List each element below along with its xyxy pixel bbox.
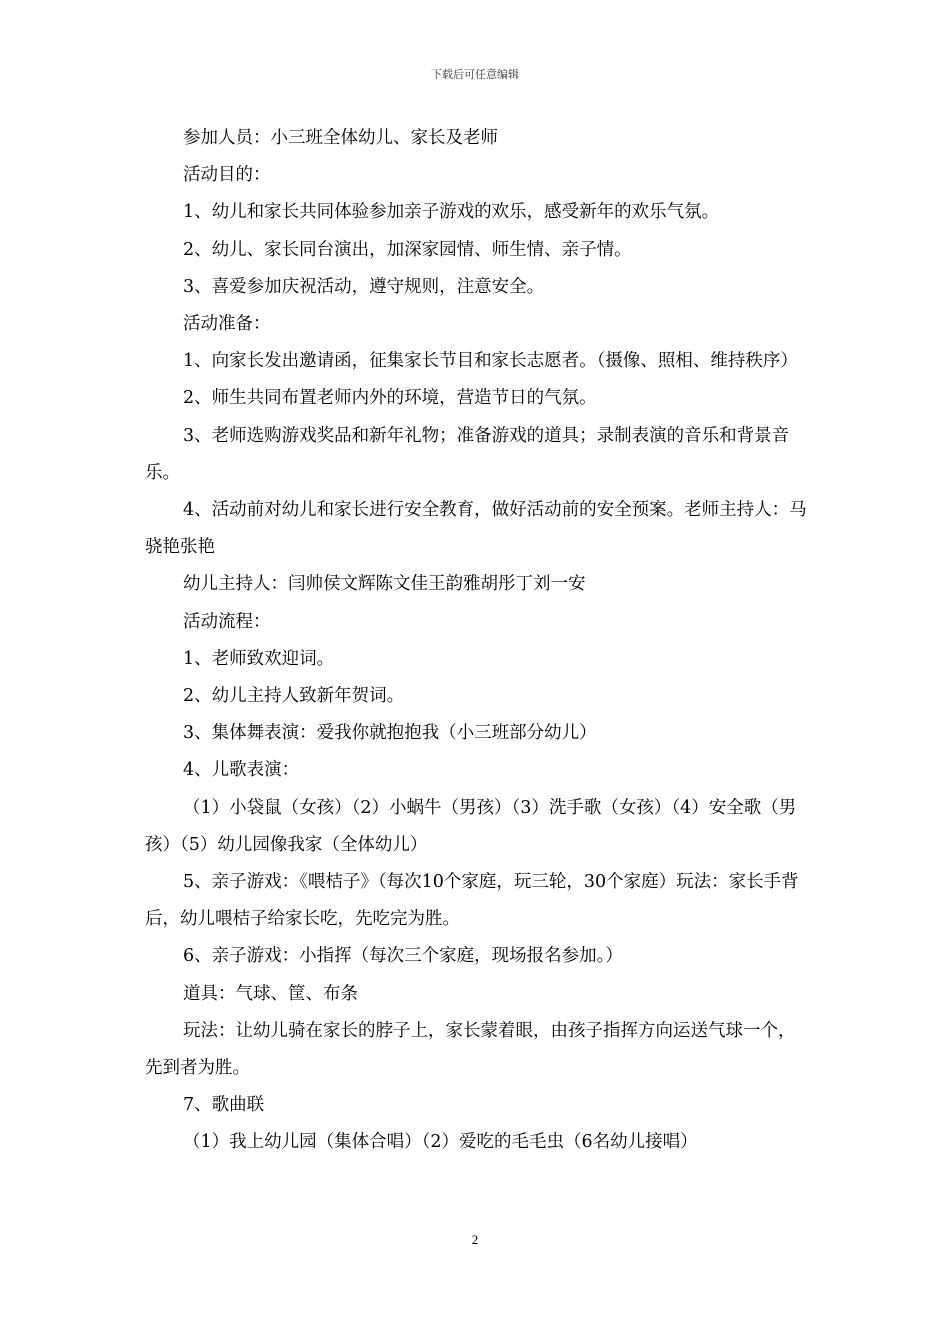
page-header: 下载后可任意编辑 (431, 68, 519, 81)
paragraph: 1、向家长发出邀请函，征集家长节目和家长志愿者。（摄像、照相、维持秩序） (183, 351, 798, 372)
paragraph: 活动流程： (183, 611, 271, 632)
paragraph: 幼儿主持人：闫帅侯文辉陈文佳王韵雅胡彤丁刘一安 (183, 574, 586, 595)
paragraph: 活动目的： (183, 165, 271, 186)
paragraph: 7、歌曲联 (183, 1095, 265, 1116)
paragraph: 活动准备： (183, 314, 271, 335)
paragraph: 3、集体舞表演：爱我你就抱抱我（小三班部分幼儿） (183, 723, 597, 744)
document-body (145, 120, 810, 1162)
paragraph: 4、活动前对幼儿和家长进行安全教育，做好活动前的安全预案。老师主持人：马骁艳张艳 (145, 500, 807, 558)
paragraph: 2、幼儿、家长同台演出，加深家园情、师生情、亲子情。 (183, 239, 632, 260)
page-number: 2 (471, 1232, 479, 1247)
paragraph: 1、幼儿和家长共同体验参加亲子游戏的欢乐，感受新年的欢乐气氛。 (183, 202, 720, 223)
paragraph: 5、亲子游戏：《喂桔子》（每次10个家庭，玩三轮，30个家庭）玩法：家长手背后，幼儿喂桔子给家长吃，先吃完为胜。 (145, 872, 799, 930)
paragraph: 3、喜爱参加庆祝活动，遵守规则，注意安全。 (183, 276, 545, 297)
paragraph: 2、幼儿主持人致新年贺词。 (183, 686, 405, 707)
paragraph: 参加人员：小三班全体幼儿、家长及老师 (183, 128, 498, 148)
paragraph: 1、老师致欢迎词。 (183, 648, 335, 669)
paragraph: 3、老师选购游戏奖品和新年礼物；准备游戏的道具；录制表演的音乐和背景音乐。 (145, 425, 790, 483)
paragraph: 6、亲子游戏：小指挥（每次三个家庭，现场报名参加。） (183, 946, 623, 967)
paragraph: （1）我上幼儿园（集体合唱）（2）爱吃的毛毛虫（6名幼儿接唱） (183, 1132, 698, 1153)
paragraph: 玩法：让幼儿骑在家长的脖子上，家长蒙着眼，由孩子指挥方向运送气球一个，先到者为胜。 (145, 1020, 796, 1079)
paragraph: （1）小袋鼠（女孩）（2）小蜗牛（男孩）（3）洗手歌（女孩）（4）安全歌（男孩）（5）幼儿园像我家（全体幼儿） (145, 797, 797, 855)
paragraph: 2、师生共同布置老师内外的环境，营造节日的气氛。 (183, 388, 597, 409)
paragraph: 道具：气球、筐、布条 (183, 983, 358, 1004)
paragraph: 4、儿歌表演： (183, 760, 300, 781)
